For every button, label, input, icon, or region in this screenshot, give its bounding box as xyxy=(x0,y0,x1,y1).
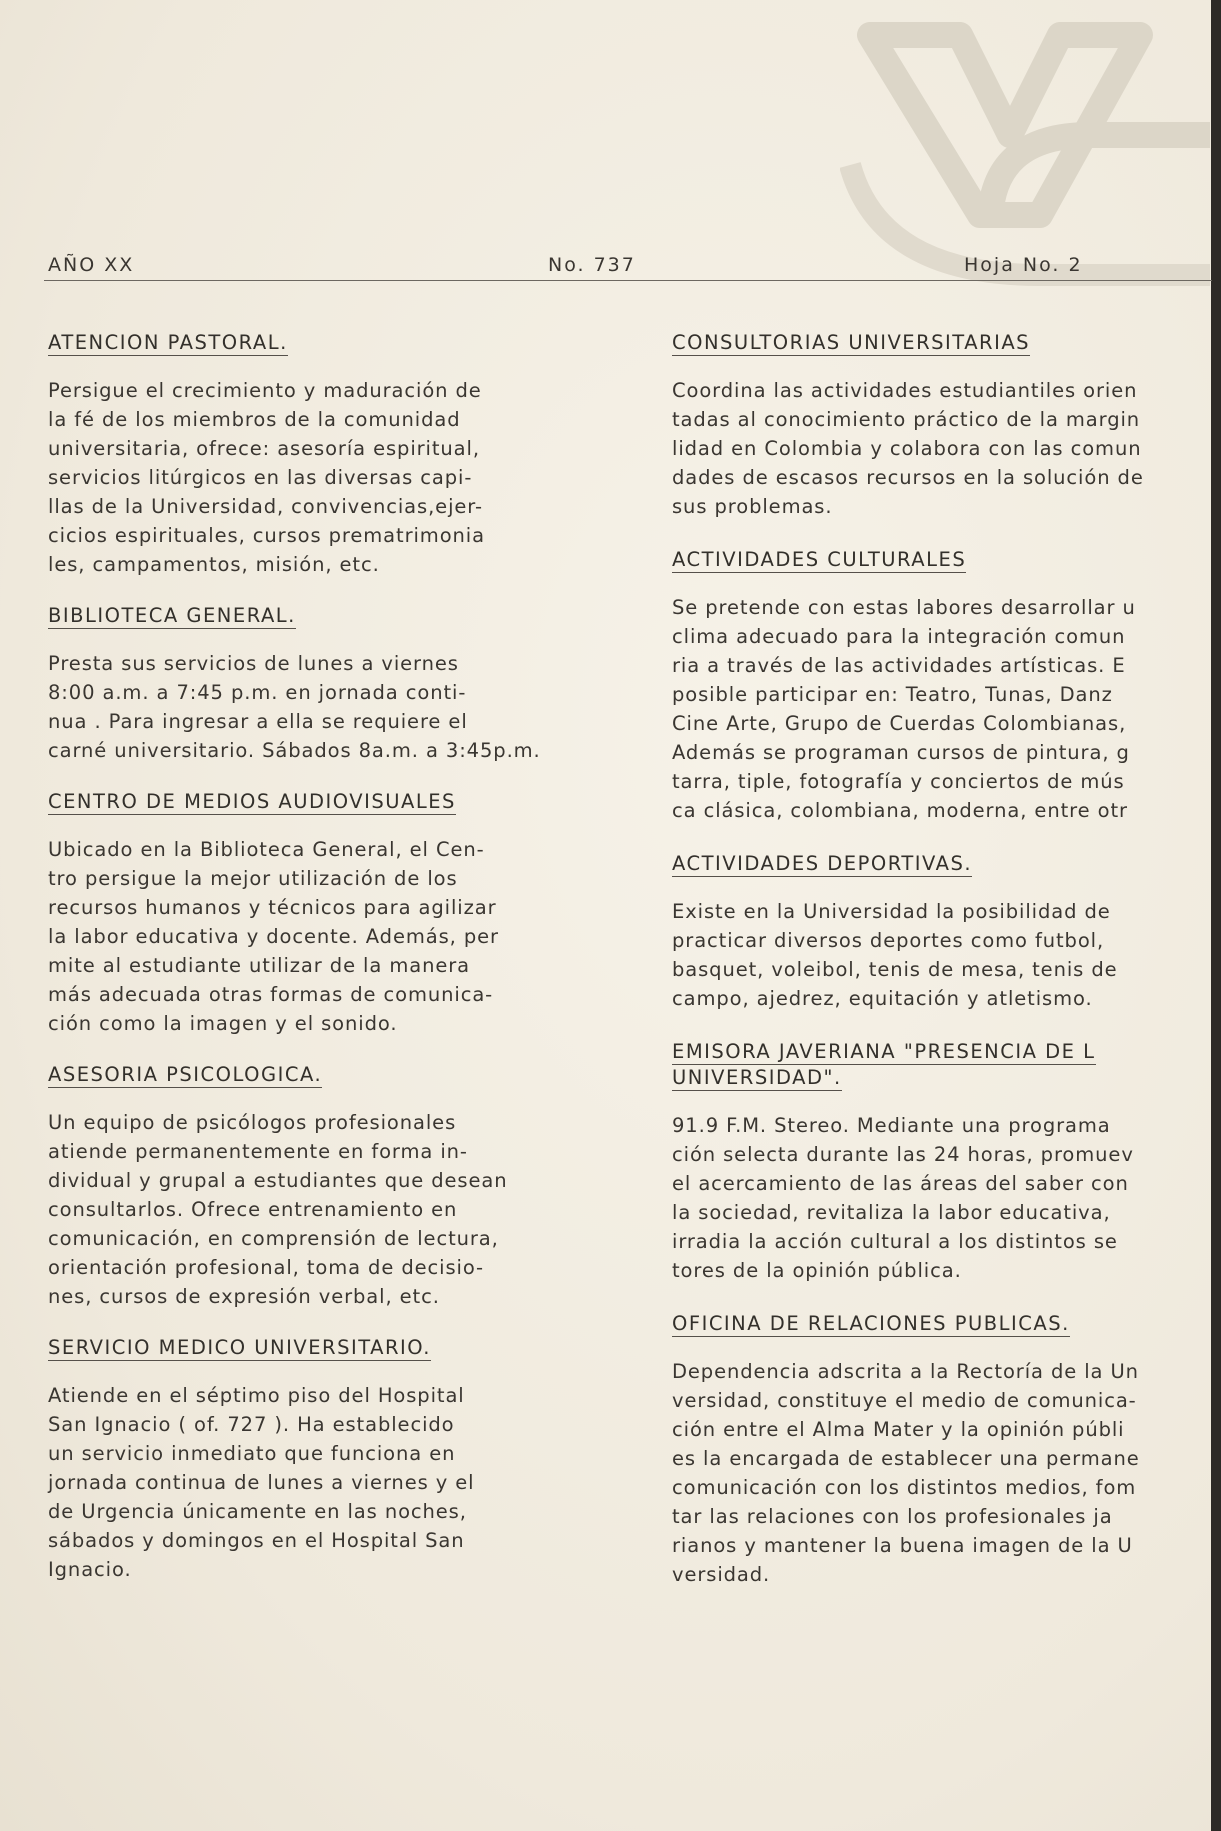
section-title: BIBLIOTECA GENERAL. xyxy=(48,604,296,627)
scan-edge xyxy=(1211,0,1221,1831)
section-servicio-medico xyxy=(48,1335,604,1584)
section-title: ACTIVIDADES CULTURALES xyxy=(672,548,967,571)
left-column xyxy=(48,330,604,1608)
section-body: Persigue el crecimiento y maduración de la fé de los miembros de la comunidad universitaria, ofrece: asesoría espiritual, servicios litúrgicos en las diversas capi- llas de la Universidad, convivencias,ejer- cicios espirituales, cursos prematrimonia les, campamentos, misión, etc. xyxy=(48,379,485,576)
section-relaciones-publicas xyxy=(672,1311,1212,1589)
section-body: Presta sus servicios de lunes a viernes 8:00 a.m. a 7:45 p.m. en jornada conti- nua . Para ingresar a ella se requiere el carné universitario. Sábados 8a.m. a 3:45p.m. xyxy=(48,652,541,762)
section-body: Coordina las actividades estudiantiles orien tadas al conocimiento práctico de la margin lidad en Colombia y colabora con las comun dades de escasos recursos en la solución de sus problemas. xyxy=(672,379,1144,518)
section-body: Un equipo de psicólogos profesionales atiende permanentemente en forma in- dividual y grupal a estudiantes que desean consultarlos. Ofrece entrenamiento en comunicación, en comprensión de lectura, orientación profesional, toma de decisio- nes, cursos de expresión verbal, etc. xyxy=(48,1111,508,1308)
section-body: Ubicado en la Biblioteca General, el Cen- tro persigue la mejor utilización de los recursos humanos y técnicos para agilizar la labor educativa y docente. Además, per mite al estudiante utilizar de la manera más adecuada otras formas de comunica- ción como la imagen y el sonido. xyxy=(48,838,499,1035)
right-column xyxy=(672,330,1212,1615)
section-asesoria-psicologica xyxy=(48,1062,604,1311)
section-actividades-deportivas xyxy=(672,851,1212,1013)
header-number: No. 737 xyxy=(548,254,636,276)
header-year: AÑO XX xyxy=(48,254,135,276)
section-title: ASESORIA PSICOLOGICA. xyxy=(48,1063,323,1086)
header-rule xyxy=(44,280,1212,281)
section-body: Dependencia adscrita a la Rectoría de la Un versidad, constituye el medio de comunica- ción entre el Alma Mater y la opinión públi es la encargada de establecer una permane comunicación con los distintos medios, fom tar las relaciones con los profesionales ja rianos y mantener la buena imagen de la U versidad. xyxy=(672,1360,1140,1586)
section-biblioteca-general xyxy=(48,603,604,765)
section-body: Atiende en el séptimo piso del Hospital San Ignacio ( of. 727 ). Ha establecido un servicio inmediato que funciona en jornada continua de lunes a viernes y el de Urgencia únicamente en las noches, sábados y domingos en el Hospital San Ignacio. xyxy=(48,1384,475,1581)
section-title: EMISORA JAVERIANA "PRESENCIA DE L UNIVERSIDAD". xyxy=(672,1040,1096,1089)
section-actividades-culturales xyxy=(672,547,1212,825)
section-body: Se pretende con estas labores desarrollar u clima adecuado para la integración comun ria a través de las actividades artísticas. E posible participar en: Teatro, Tunas, Danz Cine Arte, Grupo de Cuerdas Colombianas, Además se programan cursos de pintura, g tarra, tiple, fotografía y conciertos de mús ca clásica, colombiana, moderna, entre otr xyxy=(672,596,1136,822)
section-title: CONSULTORIAS UNIVERSITARIAS xyxy=(672,331,1031,354)
section-title: CENTRO DE MEDIOS AUDIOVISUALES xyxy=(48,790,456,813)
section-title: SERVICIO MEDICO UNIVERSITARIO. xyxy=(48,1336,432,1359)
section-emisora-javeriana xyxy=(672,1039,1212,1285)
section-atencion-pastoral xyxy=(48,330,604,579)
section-consultorias xyxy=(672,330,1212,521)
section-title: ACTIVIDADES DEPORTIVAS. xyxy=(672,852,973,875)
section-title: OFICINA DE RELACIONES PUBLICAS. xyxy=(672,1312,1070,1335)
section-body: Existe en la Universidad la posibilidad de practicar diversos deportes como futbol, basquet, voleibol, tenis de mesa, tenis de campo, ajedrez, equitación y atletismo. xyxy=(672,900,1118,1010)
section-body: 91.9 F.M. Stereo. Mediante una programa ción selecta durante las 24 horas, promuev el acercamiento de las áreas del saber con la sociedad, revitaliza la labor educativa, irradia la acción cultural a los distintos se tores de la opinión pública. xyxy=(672,1114,1134,1282)
section-title: ATENCION PASTORAL. xyxy=(48,331,288,354)
section-centro-medios xyxy=(48,789,604,1038)
header-sheet: Hoja No. 2 xyxy=(964,254,1083,276)
